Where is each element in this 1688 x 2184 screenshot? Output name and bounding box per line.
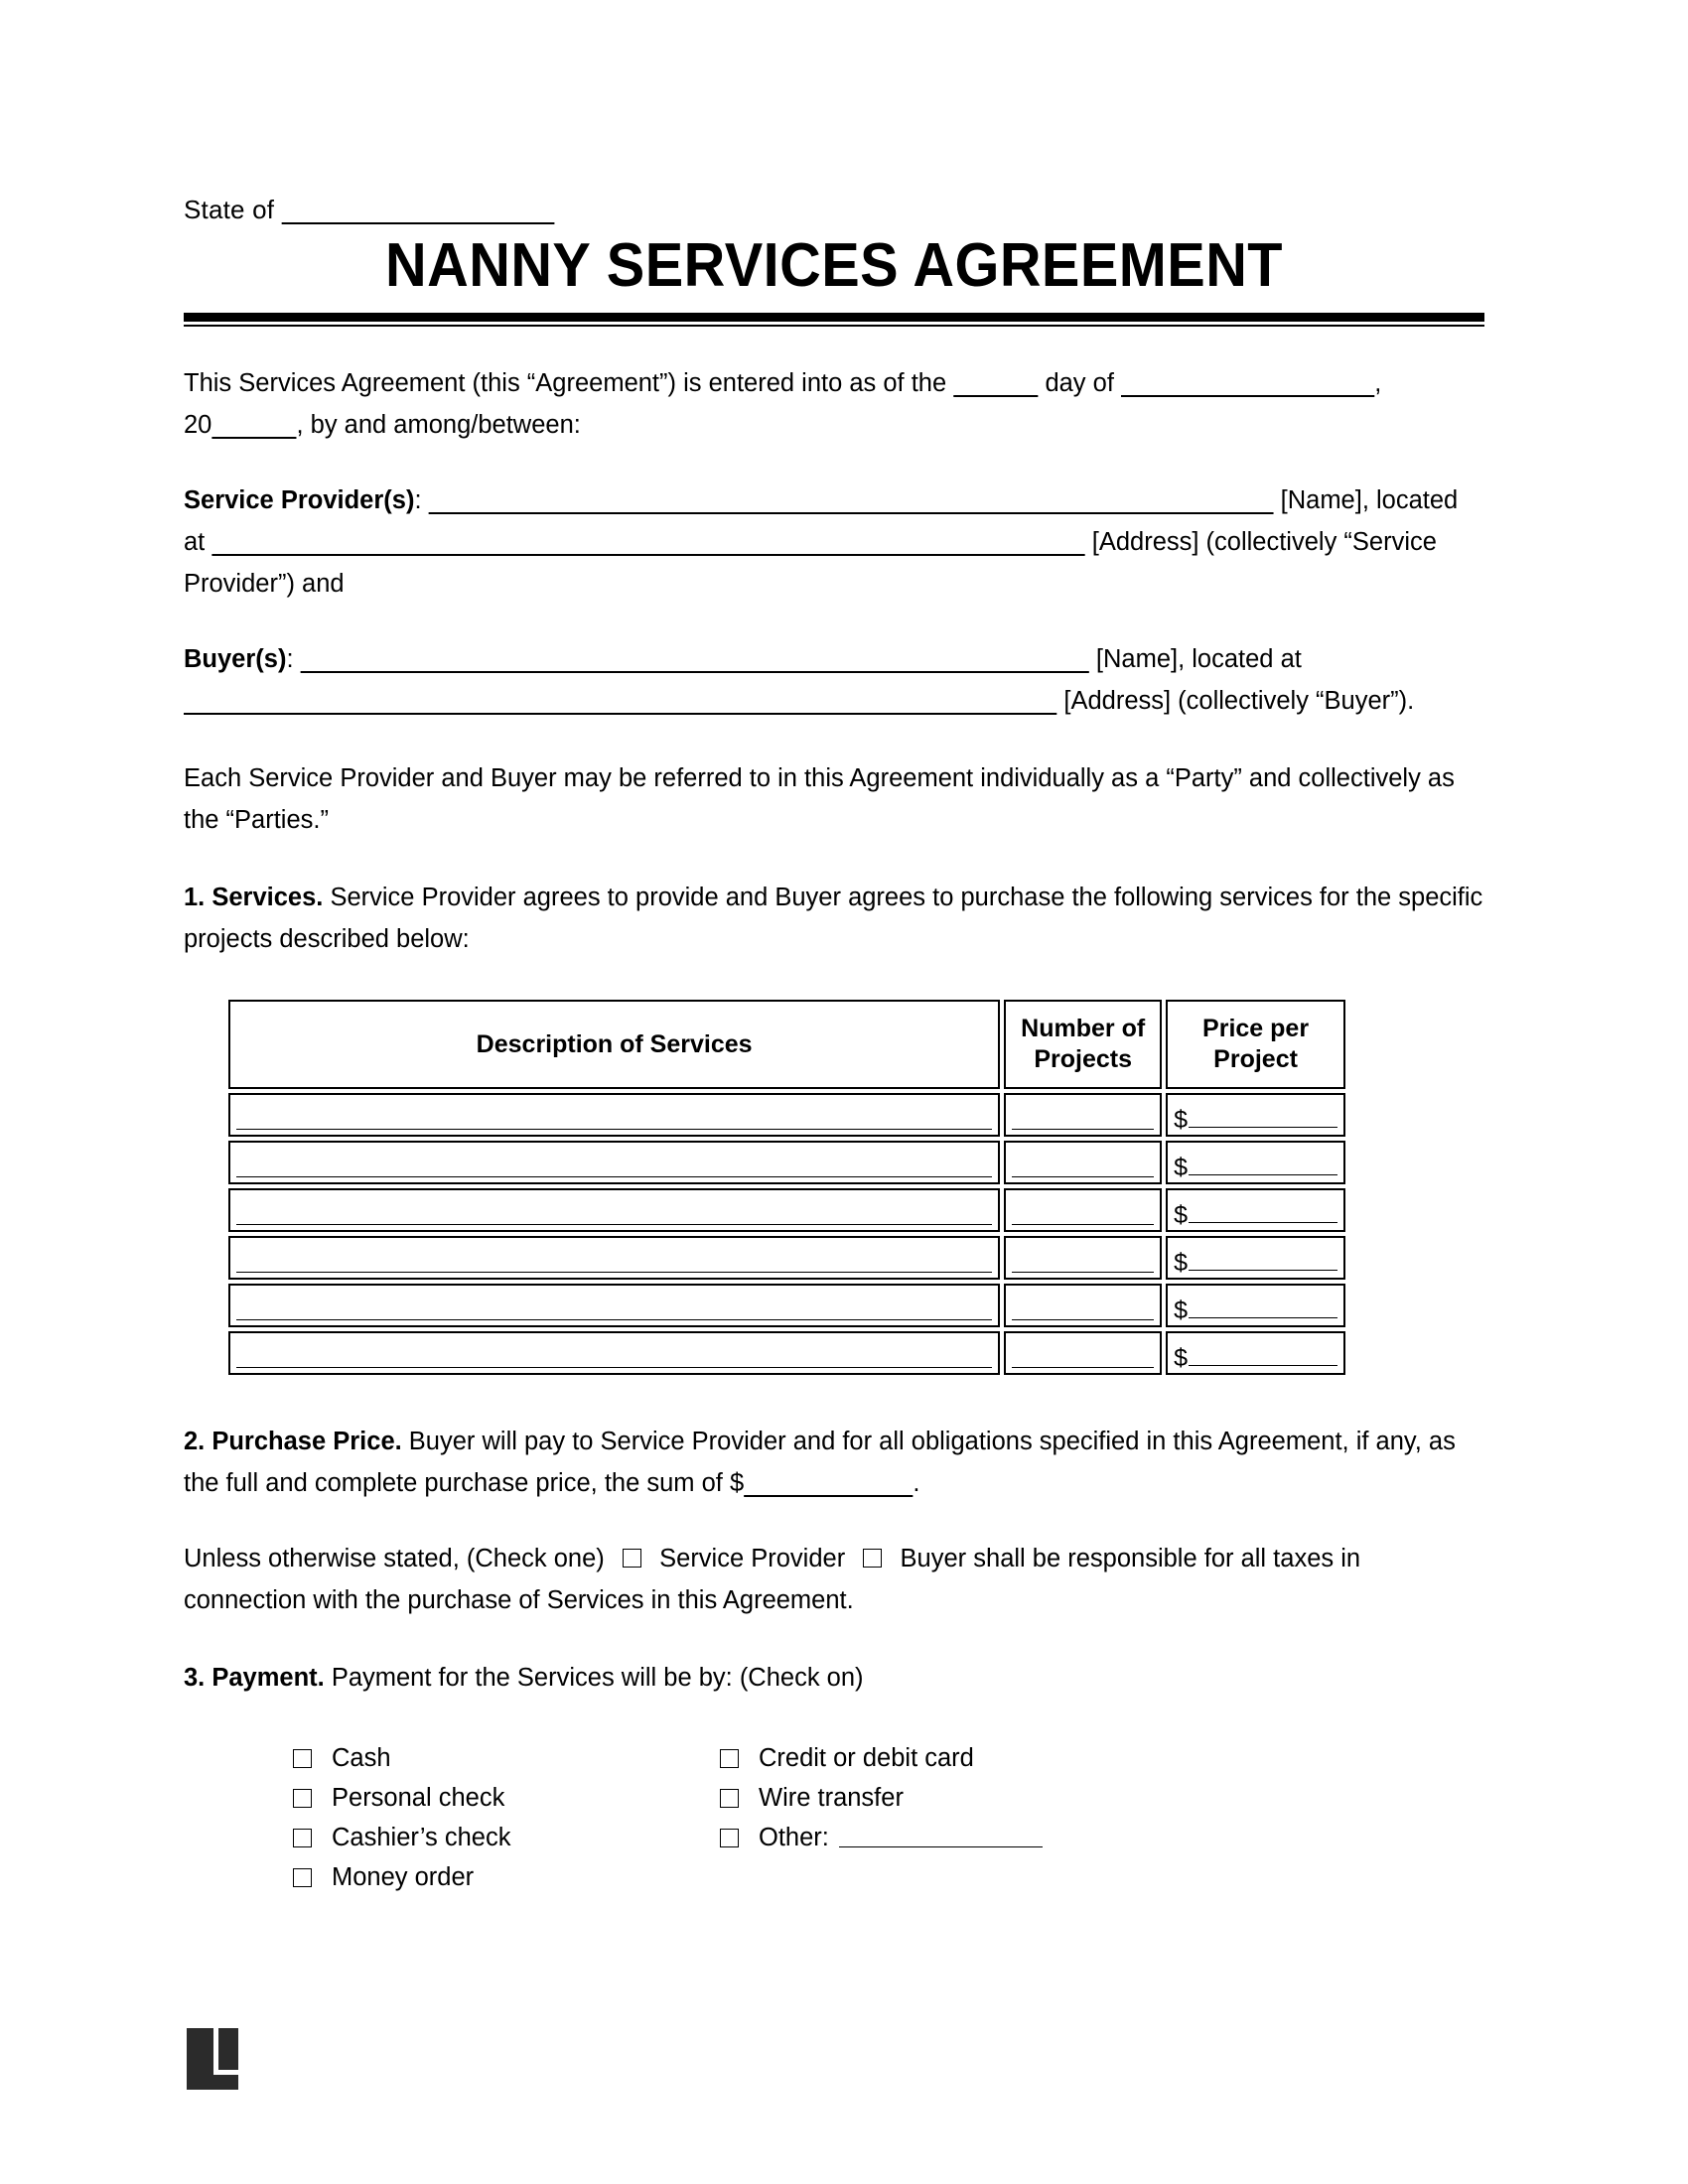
payment-option-personal-check[interactable] [293, 1778, 720, 1818]
table-row [228, 1331, 1345, 1375]
parties-paragraph: Each Service Provider and Buyer may be referred to in this Agreement individually as a “Party” and collectively as the “Parties.” [184, 764, 1455, 834]
cell-price-per-project[interactable] [1166, 1188, 1345, 1232]
taxes-lead-text: Unless otherwise stated, (Check one) [184, 1545, 605, 1572]
fill-line [1189, 1365, 1337, 1366]
service-provider-label: Service Provider(s) [184, 486, 415, 514]
fill-line [236, 1224, 992, 1225]
section-1-services [184, 877, 1484, 960]
checkbox-credit-or-debit-card[interactable] [720, 1749, 739, 1768]
fill-line [1189, 1270, 1337, 1271]
year-blank-field[interactable] [211, 411, 296, 439]
buyer-label: Buyer(s) [184, 645, 287, 673]
checkbox-wire-transfer[interactable] [720, 1789, 739, 1808]
service-provider-address-field[interactable] [211, 528, 1084, 556]
buyer-address-field[interactable] [184, 687, 1056, 715]
taxes-option-buyer-label: Buyer [900, 1545, 967, 1572]
currency-symbol: $ [1174, 1201, 1189, 1229]
services-table [228, 1000, 1345, 1375]
cell-description[interactable] [228, 1141, 1000, 1184]
buyer-block [184, 638, 1484, 722]
state-label: State of [184, 195, 275, 224]
payment-option-cash[interactable] [293, 1738, 720, 1778]
table-row [228, 1284, 1345, 1327]
intro-text-2: day of [1038, 369, 1121, 397]
fill-line [1189, 1174, 1337, 1175]
checkbox-cash[interactable] [293, 1749, 312, 1768]
cell-description[interactable] [228, 1284, 1000, 1327]
section-3-payment [184, 1657, 1484, 1699]
payment-option-label: Cashier’s check [332, 1824, 511, 1851]
intro-text-5: , by and among/between: [296, 411, 581, 439]
checkbox-taxes-service-provider[interactable] [623, 1549, 641, 1568]
fill-line [236, 1176, 992, 1177]
cell-price-per-project[interactable] [1166, 1236, 1345, 1280]
cell-number-of-projects[interactable] [1004, 1093, 1162, 1137]
day-blank-field[interactable] [953, 369, 1038, 397]
payment-options [293, 1738, 1484, 1897]
state-blank-field[interactable] [282, 195, 555, 224]
buyer-name-tag: [Name], located at [1088, 645, 1302, 673]
section-3-number: 3. Payment. [184, 1664, 325, 1692]
payment-option-label: Cash [332, 1744, 391, 1772]
cell-price-per-project[interactable] [1166, 1093, 1345, 1137]
payment-option-other[interactable] [720, 1818, 1043, 1857]
cell-number-of-projects[interactable] [1004, 1188, 1162, 1232]
intro-text-1: This Services Agreement (this “Agreement”) is entered into as of the [184, 369, 954, 397]
checkbox-taxes-buyer[interactable] [863, 1549, 882, 1568]
cell-description[interactable] [228, 1236, 1000, 1280]
cell-description[interactable] [228, 1093, 1000, 1137]
state-line [184, 194, 1484, 225]
currency-symbol: $ [1174, 1154, 1189, 1181]
fill-line [1189, 1127, 1337, 1128]
currency-symbol: $ [1174, 1297, 1189, 1324]
fill-line [236, 1129, 992, 1130]
buyer-address-tag: [Address] (collectively “Buyer”). [1056, 687, 1415, 715]
fill-line [1012, 1176, 1154, 1177]
currency-symbol: $ [1174, 1249, 1189, 1277]
payment-option-wire-transfer[interactable] [720, 1778, 1043, 1818]
service-provider-block [184, 479, 1484, 605]
section-2-purchase-price [184, 1421, 1484, 1504]
payment-option-label: Other: [759, 1824, 829, 1851]
cell-description[interactable] [228, 1188, 1000, 1232]
column-header-price-per-project: Price per Project [1166, 1000, 1345, 1089]
section-2-text: Buyer will pay to Service Provider and for all obligations specified in this Agreement, if any, as the full and complete purchase price, the sum of $ [184, 1428, 1456, 1497]
section-3-text: Payment for the Services will be by: (Check on) [324, 1664, 864, 1692]
checkbox-other[interactable] [720, 1829, 739, 1847]
payment-option-label: Personal check [332, 1784, 505, 1812]
legal-templates-logo-icon [187, 2028, 238, 2090]
section-1-text: Service Provider agrees to provide and Buyer agrees to purchase the following services for the specific projects described below: [184, 884, 1483, 953]
cell-description[interactable] [228, 1331, 1000, 1375]
service-provider-tail: Provider”) and [184, 570, 345, 598]
checkbox-cashiers-check[interactable] [293, 1829, 312, 1847]
cell-price-per-project[interactable] [1166, 1331, 1345, 1375]
cell-number-of-projects[interactable] [1004, 1141, 1162, 1184]
checkbox-personal-check[interactable] [293, 1789, 312, 1808]
buyer-name-field[interactable] [301, 645, 1089, 673]
fill-line [1189, 1317, 1337, 1318]
cell-price-per-project[interactable] [1166, 1284, 1345, 1327]
intro-paragraph [184, 362, 1484, 446]
table-row [228, 1141, 1345, 1184]
section-2-period: . [913, 1469, 920, 1497]
payment-option-money-order[interactable] [293, 1857, 720, 1897]
payment-option-label: Credit or debit card [759, 1744, 974, 1772]
section-1-number: 1. Services. [184, 884, 324, 911]
fill-line [236, 1367, 992, 1368]
service-provider-name-field[interactable] [429, 486, 1274, 514]
service-provider-name-tag: [Name], located at [184, 486, 1459, 556]
fill-line [236, 1272, 992, 1273]
month-blank-field[interactable] [1121, 369, 1374, 397]
fill-line [1012, 1272, 1154, 1273]
payment-option-label: Money order [332, 1863, 475, 1891]
taxes-option-service-provider-label: Service Provider [659, 1545, 846, 1572]
table-row [228, 1236, 1345, 1280]
payment-option-label: Wire transfer [759, 1784, 904, 1812]
column-header-description: Description of Services [228, 1000, 1000, 1089]
logo-notch [213, 2028, 238, 2075]
fill-line [1012, 1224, 1154, 1225]
cell-number-of-projects[interactable] [1004, 1236, 1162, 1280]
buyer-colon: : [286, 645, 301, 673]
payment-option-credit-or-debit-card[interactable] [720, 1738, 1043, 1778]
cell-price-per-project[interactable] [1166, 1141, 1345, 1184]
intro-text-3: , [1374, 369, 1382, 397]
cell-number-of-projects[interactable] [1004, 1331, 1162, 1375]
intro-text-4: 20 [184, 411, 212, 439]
service-provider-address-tag: [Address] (collectively “Service [1084, 528, 1437, 556]
fill-line [1012, 1129, 1154, 1130]
logo-square [187, 2028, 238, 2090]
purchase-amount-field[interactable] [744, 1469, 913, 1497]
checkbox-money-order[interactable] [293, 1868, 312, 1887]
title-divider [184, 313, 1484, 327]
currency-symbol: $ [1174, 1106, 1189, 1134]
document-content [184, 194, 1484, 1897]
section-2-number: 2. Purchase Price. [184, 1428, 402, 1455]
payment-options-left-column [293, 1738, 720, 1897]
taxes-tail-text: shall be responsible for all taxes in connection with the purchase of Services in this Agreement. [184, 1545, 1361, 1614]
currency-symbol: $ [1174, 1344, 1189, 1372]
cell-number-of-projects[interactable] [1004, 1284, 1162, 1327]
fill-line [1012, 1319, 1154, 1320]
payment-option-cashiers-check[interactable] [293, 1818, 720, 1857]
services-table-header-row [228, 1000, 1345, 1089]
column-header-number-of-projects: Number of Projects [1004, 1000, 1162, 1089]
fill-line [1189, 1222, 1337, 1223]
page-title: NANNY SERVICES AGREEMENT [385, 231, 1283, 300]
taxes-responsibility-paragraph [184, 1538, 1484, 1621]
payment-options-right-column [720, 1738, 1043, 1897]
fill-line [236, 1319, 992, 1320]
table-row [228, 1188, 1345, 1232]
fill-line [1012, 1367, 1154, 1368]
table-row [228, 1093, 1345, 1137]
service-provider-colon: : [414, 486, 429, 514]
other-payment-input[interactable] [839, 1829, 1043, 1847]
